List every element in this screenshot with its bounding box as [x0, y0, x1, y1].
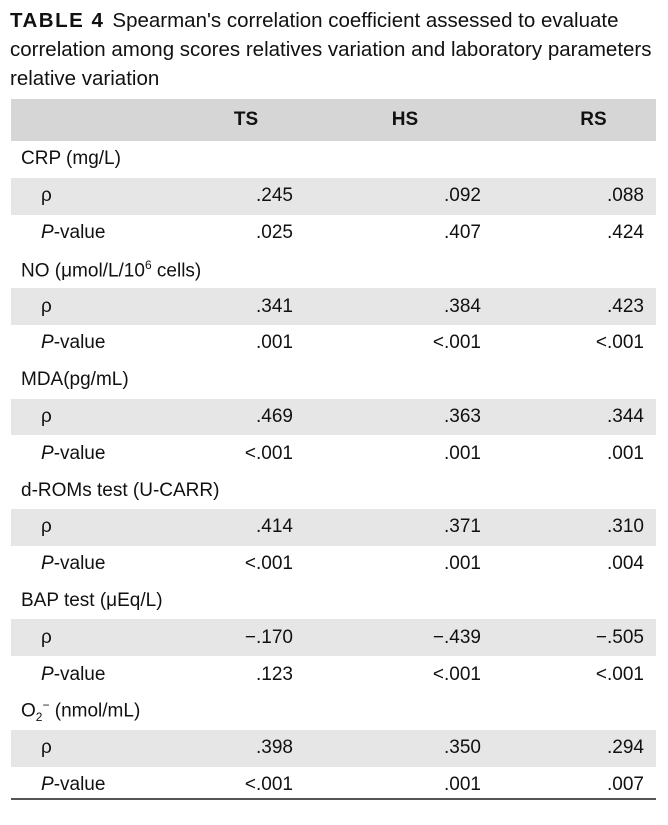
- p-letter: P: [41, 442, 54, 464]
- group-row: [11, 362, 656, 399]
- header-rs: RS: [481, 99, 656, 141]
- p-value-label: [11, 435, 191, 472]
- rho-value: −.439: [301, 619, 481, 656]
- bottom-rule: [11, 798, 656, 800]
- p-value: .001: [256, 332, 293, 354]
- parameter-name: [11, 141, 656, 178]
- parameter-name-suffix: (nmol/mL): [49, 700, 141, 722]
- rho-value: .423: [481, 288, 656, 325]
- rho-label: ρ: [11, 730, 191, 767]
- p-value: <.001: [432, 663, 481, 685]
- p-value: .025: [256, 221, 293, 243]
- p-letter: P: [41, 553, 54, 575]
- p-letter: P: [41, 221, 54, 243]
- p-label-rest: -value: [53, 221, 106, 243]
- p-value-label: [11, 215, 191, 252]
- rho-value: .092: [301, 178, 481, 215]
- rho-value: .344: [481, 399, 656, 436]
- group-row: [11, 141, 656, 178]
- rho-value: .363: [301, 399, 481, 436]
- p-value: <.001: [244, 553, 293, 575]
- header-ts: TS: [191, 99, 301, 141]
- rho-value: −.505: [481, 619, 656, 656]
- p-value-row: [11, 325, 656, 362]
- p-value-row: [11, 546, 656, 583]
- rho-value: .469: [191, 399, 301, 436]
- p-value-label: [11, 656, 191, 693]
- rho-value: .398: [191, 730, 301, 767]
- rho-value: −.170: [191, 619, 301, 656]
- p-label-rest: -value: [53, 332, 106, 354]
- p-value: .001: [444, 773, 481, 795]
- rho-row: [11, 509, 656, 546]
- rho-value: .341: [191, 288, 301, 325]
- parameter-superscript: 6: [144, 257, 152, 272]
- p-value-row: [11, 435, 656, 472]
- p-value: .001: [444, 442, 481, 464]
- p-value: <.001: [432, 332, 481, 354]
- caption-text: Spearman's correlation coefficient assessed to evaluate correlation among scores relatives variation and laboratory parameters relative variation: [10, 9, 652, 90]
- parameter-name: [11, 693, 656, 730]
- p-value: <.001: [595, 332, 644, 354]
- p-value-row: [11, 215, 656, 252]
- parameter-name-text: MDA(pg/mL): [21, 369, 129, 391]
- p-value-label: [11, 325, 191, 362]
- parameter-name: [11, 472, 656, 509]
- rho-label: ρ: [11, 509, 191, 546]
- rho-value: .294: [481, 730, 656, 767]
- p-label-rest: -value: [53, 553, 106, 575]
- parameter-name-text: BAP test (μEq/L): [21, 589, 163, 611]
- parameter-name-text: O: [21, 700, 36, 722]
- rho-value: .414: [191, 509, 301, 546]
- p-value: .123: [256, 663, 293, 685]
- table-label: TABLE 4: [10, 9, 105, 32]
- rho-value: .088: [481, 178, 656, 215]
- header-hs: HS: [301, 99, 481, 141]
- rho-row: [11, 288, 656, 325]
- rho-label: ρ: [11, 178, 191, 215]
- rho-label: ρ: [11, 619, 191, 656]
- p-value: .424: [607, 221, 644, 243]
- p-value: .001: [444, 553, 481, 575]
- p-value-label: [11, 546, 191, 583]
- p-value: .007: [607, 773, 644, 795]
- parameter-name-text: CRP (mg/L): [21, 148, 121, 170]
- rho-row: [11, 178, 656, 215]
- p-value: .004: [607, 553, 644, 575]
- rho-label: ρ: [11, 399, 191, 436]
- table-body: [11, 141, 656, 803]
- group-row: [11, 583, 656, 620]
- p-value: <.001: [595, 663, 644, 685]
- header-empty: [11, 99, 191, 141]
- parameter-name: [11, 251, 656, 288]
- p-value: <.001: [244, 773, 293, 795]
- rho-row: [11, 399, 656, 436]
- parameter-name-text: NO (μmol/L/10: [21, 259, 145, 281]
- rho-row: [11, 730, 656, 767]
- parameter-superscript: −: [42, 698, 50, 713]
- group-row: [11, 693, 656, 730]
- rho-value: .371: [301, 509, 481, 546]
- p-value-row: [11, 656, 656, 693]
- rho-value: .384: [301, 288, 481, 325]
- p-value: .001: [607, 442, 644, 464]
- header-row: [11, 99, 656, 141]
- p-value: <.001: [244, 442, 293, 464]
- rho-row: [11, 619, 656, 656]
- group-row: [11, 251, 656, 288]
- p-label-rest: -value: [53, 442, 106, 464]
- p-value: .407: [444, 221, 481, 243]
- p-letter: P: [41, 663, 54, 685]
- rho-value: .350: [301, 730, 481, 767]
- rho-value: .310: [481, 509, 656, 546]
- rho-value: .245: [191, 178, 301, 215]
- parameter-name-text: d-ROMs test (U-CARR): [21, 479, 220, 501]
- parameter-subscript: 2: [35, 710, 43, 725]
- p-letter: P: [41, 332, 54, 354]
- group-row: [11, 472, 656, 509]
- table-caption: [10, 6, 660, 93]
- p-label-rest: -value: [53, 773, 106, 795]
- p-letter: P: [41, 773, 54, 795]
- parameter-name: [11, 583, 656, 620]
- correlation-table: [11, 99, 656, 803]
- parameter-name-suffix: cells): [151, 259, 202, 281]
- p-label-rest: -value: [53, 663, 106, 685]
- rho-label: ρ: [11, 288, 191, 325]
- parameter-name: [11, 362, 656, 399]
